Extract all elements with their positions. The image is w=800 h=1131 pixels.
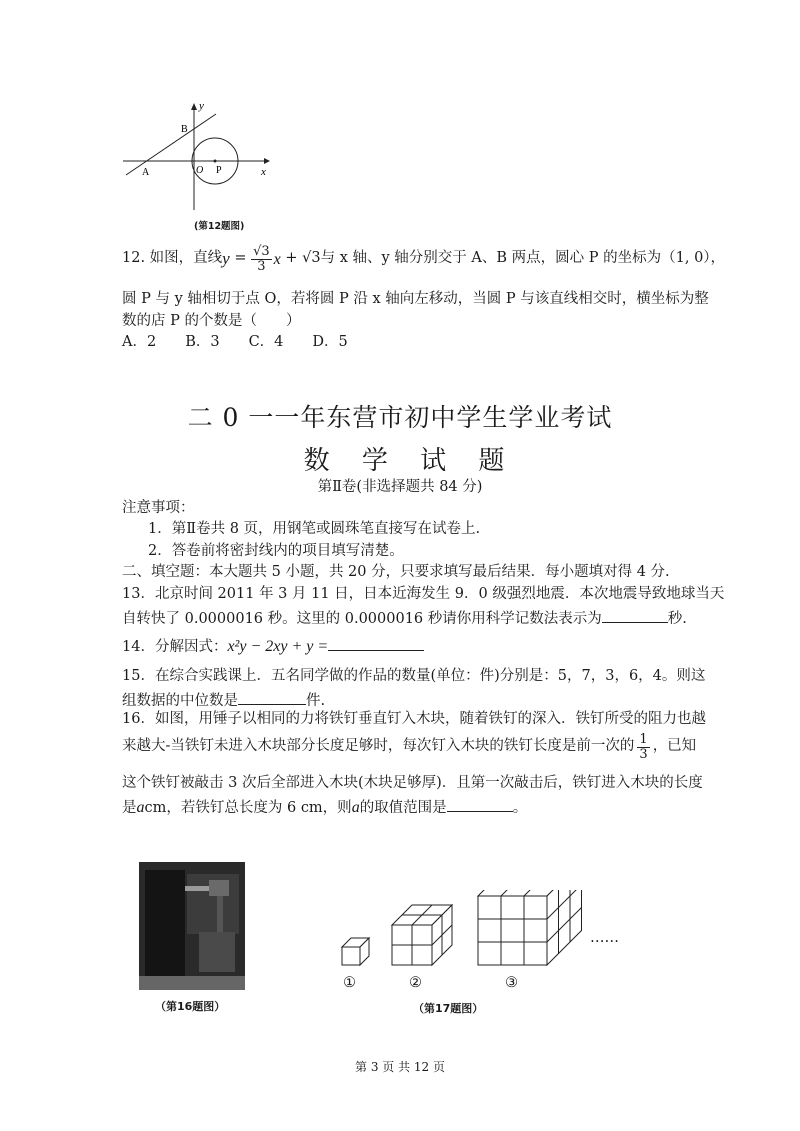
- q12-eq-plus: + √3: [280, 250, 321, 267]
- question-13-line-1: 13．北京时间 2011 年 3 月 11 日，日本近海发生 9．0 级强烈地震．本次地震导致地球当天: [122, 586, 725, 602]
- q15-line2-end: 件.: [306, 693, 326, 709]
- question-12-line-3: 数的店 P 的个数是（ ）: [122, 313, 301, 329]
- q14-lead: 14．分解因式：: [122, 639, 228, 655]
- q16-line2-text: 来越大-当铁钉未进入木块部分长度足够时，每次钉入木块的铁钉长度是前一次的: [122, 738, 635, 755]
- q16-var-a-2: a: [351, 799, 360, 816]
- figure-16-photo: [139, 862, 245, 990]
- question-15-line-1: 15．在综合实践课上．五名同学做的作品的数量(单位：件)分别是：5，7，3，6，4。则这: [122, 668, 706, 684]
- figure-17-label-1: ①: [343, 975, 356, 991]
- question-16-line-1: 16．如图，用锤子以相同的力将铁钉垂直钉入木块，随着铁钉的深入．铁钉所受的阻力也越: [122, 711, 706, 727]
- q16-answer-blank[interactable]: [447, 797, 513, 812]
- q14-answer-blank[interactable]: [328, 636, 424, 651]
- cube-face: [342, 947, 360, 965]
- exam-subtitle: 第Ⅱ卷(非选择题共 84 分): [317, 479, 483, 495]
- question-13-line-2: [122, 608, 687, 628]
- figure-12-caption: (第12题图): [194, 221, 245, 232]
- notes-item-1: 1．第Ⅱ卷共 8 页，用钢笔或圆珠笔直接写在试卷上.: [148, 521, 481, 537]
- question-15-line-2: [122, 690, 325, 710]
- q13-line2-text: 自转快了 0.0000016 秒。这里的 0.0000016 秒请你用科学记数法表示为: [122, 611, 602, 627]
- q12-rest: 与 x 轴、y 轴分别交于 A、B 两点，圆心 P 的坐标为（1, 0），: [320, 250, 726, 267]
- question-12-line-2: 圆 P 与 y 轴相切于点 O，若将圆 P 沿 x 轴向左移动，当圆 P 与该直线相交时，横坐标为整: [122, 291, 709, 307]
- figure-17-ellipsis: ……: [590, 930, 619, 946]
- question-16-line-2: [122, 733, 696, 761]
- q13-answer-blank[interactable]: [602, 608, 668, 623]
- point-b-label: B: [181, 124, 188, 135]
- question-16-line-4: [122, 797, 527, 817]
- q13-line2-end: 秒.: [667, 611, 687, 627]
- question-14: [122, 636, 424, 656]
- question-12-line-1: [122, 245, 725, 273]
- axis-y-label: y: [199, 100, 204, 112]
- q16-line4-end: 。: [512, 800, 528, 816]
- q12-frac-num: √3: [253, 244, 270, 259]
- q12-eq-equals: =: [229, 250, 252, 267]
- figure-12: [118, 98, 278, 218]
- q16-line4-mid: cm，若铁钉总长度为 6 cm，则: [144, 800, 352, 816]
- exam-title: 二 0 一一年东营市初中学生学业考试: [187, 403, 613, 432]
- figure-17-caption: （第17题图）: [413, 1002, 484, 1015]
- cube-face: [478, 896, 547, 965]
- notes-item-2: 2．答卷前将密封线内的项目填写清楚。: [148, 543, 404, 559]
- point-p-label: P: [216, 165, 222, 176]
- q16-frac-den: 3: [639, 746, 648, 762]
- q16-line2-end: ，已知: [652, 738, 697, 755]
- exam-subject: 数 学 试 题: [303, 446, 517, 476]
- q12-lead: 12. 如图，直线: [122, 250, 223, 267]
- section-2-heading: 二、填空题：本大题共 5 小题，共 20 分，只要求填写最后结果．每小题填对得 4 分.: [122, 564, 670, 580]
- point-a-label: A: [142, 167, 150, 178]
- q15-answer-blank[interactable]: [238, 690, 306, 705]
- q16-frac-num: 1: [639, 732, 648, 747]
- figure-17-label-3: ③: [505, 975, 518, 991]
- figure-16-caption: （第16题图）: [155, 1000, 226, 1013]
- q12-eq-y: y: [222, 248, 230, 268]
- q12-frac-den: 3: [257, 258, 266, 274]
- question-16-line-3: 这个铁钉被敲击 3 次后全部进入木块(木块足够厚)．且第一次敲击后，铁钉进入木块的长度: [122, 775, 703, 791]
- question-12-options: A．2 B．3 C．4 D．5: [122, 334, 348, 350]
- q16-var-a-1: a: [136, 799, 145, 816]
- q16-line4-lead: 是: [122, 800, 137, 816]
- point-o-label: O: [196, 165, 204, 176]
- q16-fraction: [637, 733, 649, 761]
- q12-fraction: [251, 245, 272, 273]
- q12-eq-x: x: [273, 250, 281, 268]
- page-footer: 第 3 页 共 12 页: [355, 1060, 445, 1074]
- q15-line2-text: 组数据的中位数是: [122, 693, 238, 709]
- cube-stacks: [342, 890, 582, 965]
- notes-heading: 注意事项：: [122, 500, 195, 516]
- q14-expression: x²y − 2xy + y =: [227, 638, 329, 655]
- q16-line4-text: 的取值范围是: [359, 800, 447, 816]
- axis-x-label: x: [261, 166, 266, 178]
- figure-17-cubes: [330, 890, 630, 990]
- figure-17-label-2: ②: [409, 975, 422, 991]
